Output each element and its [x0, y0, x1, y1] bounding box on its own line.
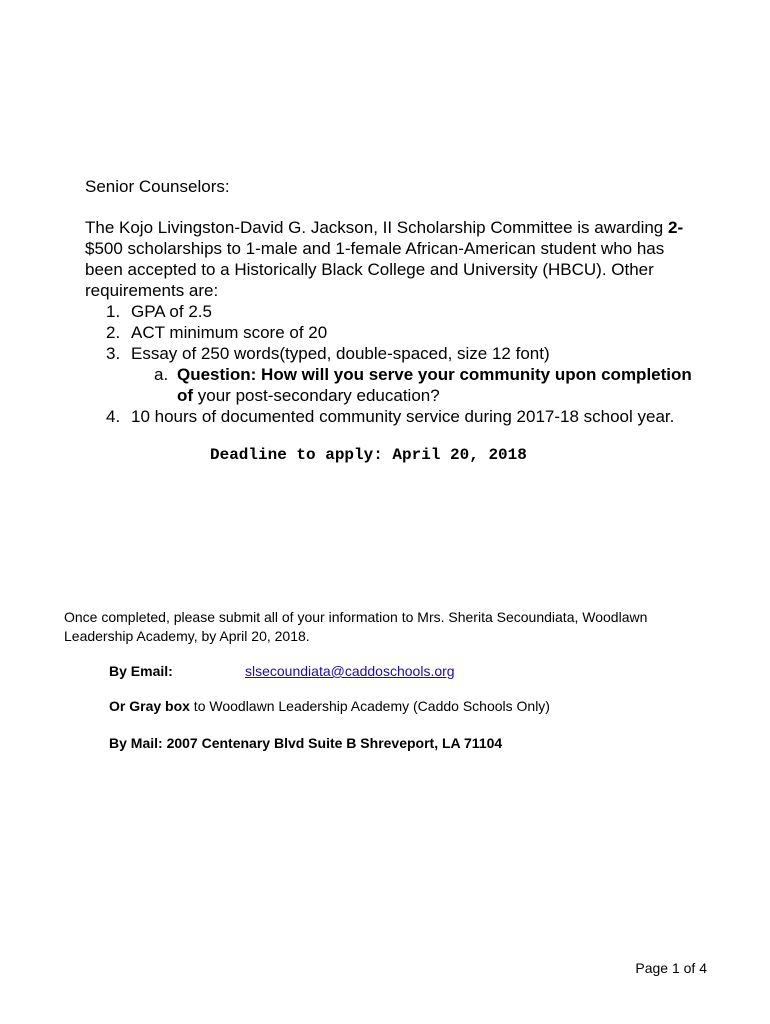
- requirement-text: ACT minimum score of 20: [131, 323, 328, 342]
- requirements-list: [85, 301, 705, 427]
- essay-question-rest: your post-secondary education?: [193, 386, 440, 405]
- deadline-notice: Deadline to apply: April 20, 2018: [210, 446, 527, 464]
- requirement-item: [85, 322, 705, 343]
- sub-requirement-item: [85, 364, 705, 406]
- email-link[interactable]: slsecoundiata@caddoschools.org: [245, 663, 455, 679]
- requirement-number: 3.: [106, 344, 121, 363]
- requirement-text: GPA of 2.5: [131, 302, 212, 321]
- email-label: By Email:: [109, 663, 173, 679]
- requirement-number: 1.: [106, 302, 121, 321]
- intro-bold-count: 2-: [667, 218, 684, 237]
- submission-instructions: Once completed, please submit all of your information to Mrs. Sherita Secoundiata, Woodlawn Leadership Academy, by April 20, 2018.: [64, 609, 648, 644]
- intro-paragraph: [85, 217, 705, 301]
- requirement-item: [85, 343, 705, 364]
- sub-requirement-letter: a.: [154, 365, 169, 384]
- greeting: Senior Counselors:: [85, 177, 230, 196]
- gray-box-line: [109, 697, 550, 715]
- requirement-number: 2.: [106, 323, 121, 342]
- requirement-text: 10 hours of documented community service during 2017-18 school year.: [131, 407, 675, 426]
- email-contact-line: [109, 662, 455, 680]
- essay-question: Question: How will you serve your community upon completion of: [177, 365, 692, 405]
- gray-box-text: to Woodlawn Leadership Academy (Caddo Schools Only): [189, 698, 550, 714]
- page-number: Page 1 of 4: [635, 960, 707, 976]
- requirement-item: [85, 301, 705, 322]
- requirement-text: Essay of 250 words(typed, double-spaced, size 12 font): [131, 344, 550, 363]
- mail-address-line: By Mail: 2007 Centenary Blvd Suite B Shreveport, LA 71104: [109, 735, 503, 751]
- requirement-item: [85, 406, 705, 427]
- intro-text-continued: $500 scholarships to 1-male and 1-female African-American student who has been accepted to a Historically Black College and University (HBCU). Other requirements are:: [85, 239, 665, 300]
- memo-body: [85, 176, 705, 427]
- intro-text: The Kojo Livingston-David G. Jackson, II Scholarship Committee is awarding: [85, 218, 668, 237]
- requirement-number: 4.: [106, 407, 121, 426]
- gray-box-label: Or Gray box: [109, 698, 190, 714]
